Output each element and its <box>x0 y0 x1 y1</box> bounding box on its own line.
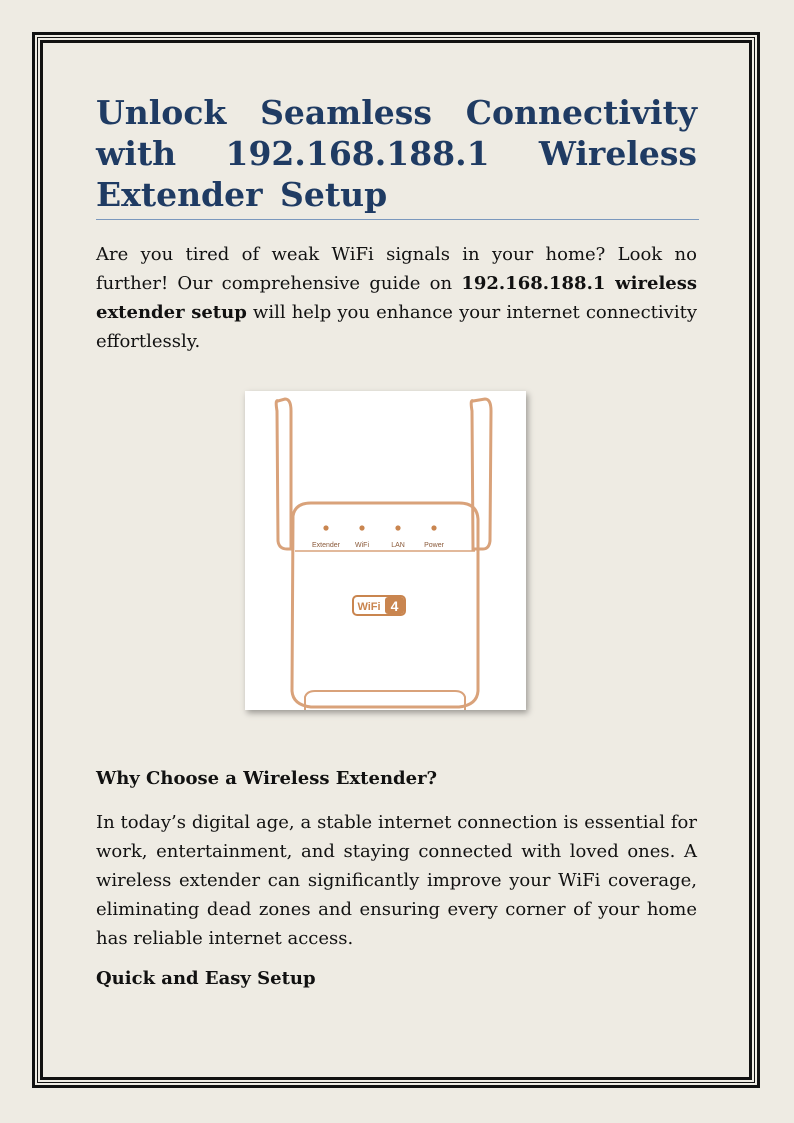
page-title: Unlock Seamless Connectivity with 192.168.188.1 Wireless Extender Setup <box>96 93 697 214</box>
status-led-icons <box>323 525 436 530</box>
wifi-extender-illustration <box>245 391 526 710</box>
intro-text-1: Are you tired of weak WiFi signals in your home? Look no further! Our comprehensive guide on <box>96 244 697 294</box>
left-antenna-icon <box>276 399 291 549</box>
badge-wifi-text: WiFi <box>357 601 381 613</box>
extender-product-image <box>245 391 526 710</box>
led-label-power: Power <box>424 542 444 549</box>
badge-number-text: 4 <box>390 598 399 614</box>
section-heading-quick-setup: Quick and Easy Setup <box>96 968 316 989</box>
section-why-paragraph: In today’s digital age, a stable internet connection is essential for work, entertainment, and staying connected with loved ones. A wireless extender can significantly improve your WiFi coverage, eliminating dead zones and ensuring every corner of your home has reliable internet access. <box>96 812 697 949</box>
right-antenna-icon <box>471 399 491 549</box>
title-underline <box>96 219 699 220</box>
main-content <box>96 92 697 356</box>
section-why-body <box>96 808 697 953</box>
led-label-wifi: WiFi <box>355 542 369 549</box>
intro-paragraph <box>96 240 697 356</box>
intro-bold-keyword: 192.168.188.1 wireless extender setup <box>96 273 698 323</box>
wifi4-badge-icon <box>353 596 405 615</box>
led-label-extender: Extender <box>311 542 341 549</box>
section-heading-why: Why Choose a Wireless Extender? <box>96 768 438 789</box>
led-label-lan: LAN <box>391 542 405 549</box>
intro-text-2: will help you enhance your internet connectivity effortlessly. <box>96 302 697 352</box>
